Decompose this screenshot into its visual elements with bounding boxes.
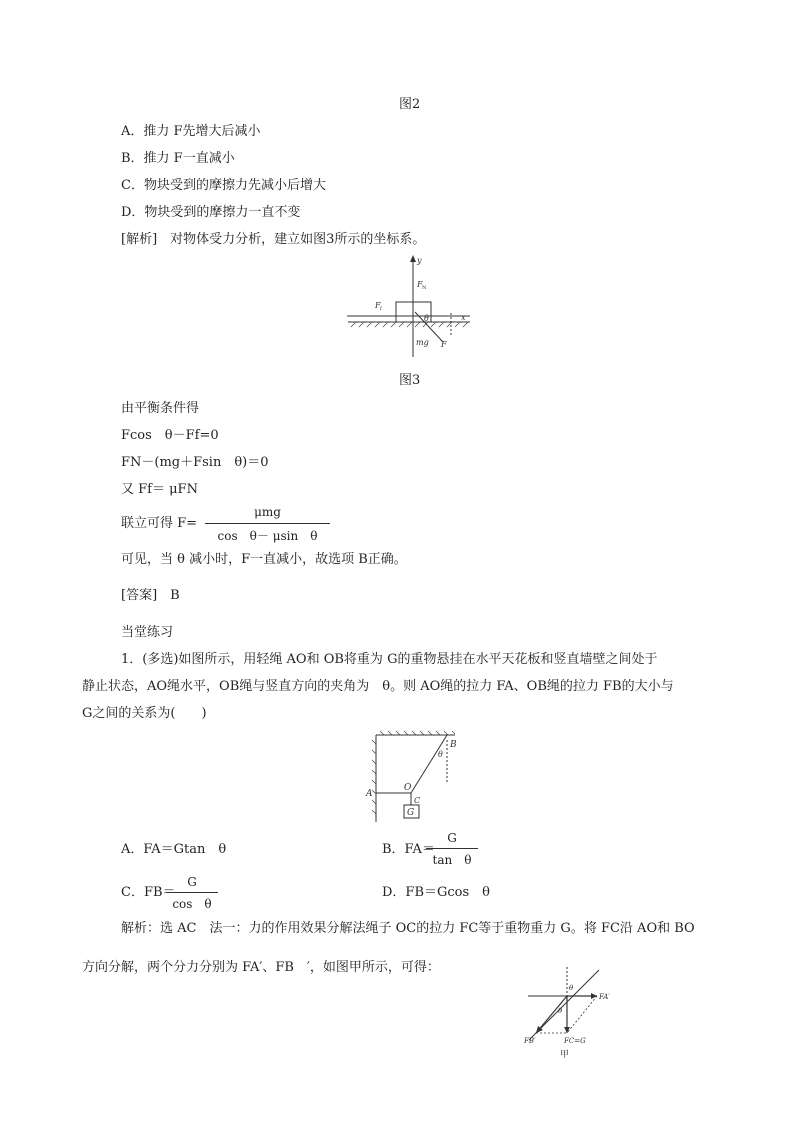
equation-1: Fcos θ－Ff=0 (121, 428, 219, 443)
choice-a: A．FA＝Gtan θ (121, 842, 227, 857)
jia-fb-label: FB′ (524, 1037, 536, 1045)
option-d: D．物块受到的摩擦力一直不变 (121, 205, 301, 220)
choice-c-denominator: cos θ (172, 897, 212, 911)
jia-fa-label: FA′ (599, 993, 610, 1001)
choice-b-bar (426, 848, 478, 849)
fraction-numerator: μmg (254, 505, 281, 519)
figure-3-diagram (345, 255, 475, 360)
choice-c-numerator: G (187, 875, 197, 889)
jia-theta-mid: θ (558, 1007, 563, 1015)
fig3-y-label: y (417, 256, 422, 265)
analysis-intro: [解析] 对物体受力分析，建立如图3所示的坐标系。 (121, 232, 426, 247)
jia-fc-label: FC=G (564, 1037, 586, 1045)
rope-theta-label: θ (438, 750, 443, 759)
combine-label: 联立可得 F= (121, 516, 198, 531)
problem-line-2: 静止状态，AO绳水平，OB绳与竖直方向的夹角为 θ。则 AO绳的拉力 FA、OB绳的拉力 FB的大小与 (82, 679, 674, 694)
choice-b-denominator: tan θ (432, 853, 472, 867)
fig3-ff-sub: f (380, 306, 382, 312)
jia-theta-top: θ (569, 984, 574, 992)
option-c: C．物块受到的摩擦力先减小后增大 (121, 178, 326, 193)
rope-g-label: G (407, 808, 415, 818)
rope-c-label: C (414, 796, 421, 805)
choice-c-label: C．FB＝ (121, 885, 176, 900)
choice-b-fraction (426, 831, 478, 867)
combine-fraction (205, 505, 330, 543)
fig3-ff-label: F (375, 301, 381, 310)
fig3-mg-label: mg (416, 338, 429, 347)
fig3-x-label: x (461, 313, 466, 322)
rope-a-label: A (366, 789, 373, 799)
figure-3-caption: 图3 (399, 373, 421, 388)
choice-c-bar (166, 892, 218, 893)
figure-jia-diagram (520, 965, 630, 1065)
figure-2-caption: 图2 (399, 97, 421, 112)
fig3-fn-sub: N (422, 285, 427, 291)
choice-c-fraction (166, 875, 218, 911)
conclusion-text: 可见，当 θ 减小时，F一直减小，故选项 B正确。 (121, 552, 407, 567)
fraction-bar (205, 523, 330, 524)
choice-b-label: B．FA＝ (382, 842, 435, 857)
solution-line-2: 方向分解，两个分力分别为 FA′、FB ′，如图甲所示，可得： (82, 960, 440, 975)
equation-2: FN－(mg＋Fsin θ)＝0 (121, 455, 269, 470)
answer-text: [答案] B (121, 588, 180, 603)
rope-b-label: B (450, 740, 457, 750)
equation-3: 又 Ff＝ μFN (121, 482, 198, 497)
section-title: 当堂练习 (121, 625, 174, 640)
jia-caption: 甲 (560, 1050, 570, 1060)
fraction-denominator: cos θ－ μsin θ (217, 529, 318, 543)
rope-figure (360, 730, 470, 826)
fig3-fn-label: F (417, 280, 423, 289)
fig3-f-label: F (441, 340, 447, 349)
solution-line-1: 解析：选 AC 法一：力的作用效果分解法绳子 OC的拉力 FC等于重物重力 G。将 FC沿 AO和 BO (121, 921, 695, 936)
option-a: A．推力 F先增大后减小 (121, 124, 261, 139)
equilibrium-label: 由平衡条件得 (121, 401, 200, 416)
option-b: B．推力 F一直减小 (121, 151, 235, 166)
fig3-theta-label: θ (424, 314, 429, 323)
problem-line-1: 1．(多选)如图所示，用轻绳 AO和 OB将重为 G的重物悬挂在水平天花板和竖直墙壁之间处于 (121, 652, 658, 667)
choice-b-numerator: G (447, 831, 457, 845)
rope-o-label: O (404, 783, 412, 793)
choice-d: D．FB＝Gcos θ (382, 885, 490, 900)
problem-line-3: G之间的关系为( ) (82, 706, 207, 721)
